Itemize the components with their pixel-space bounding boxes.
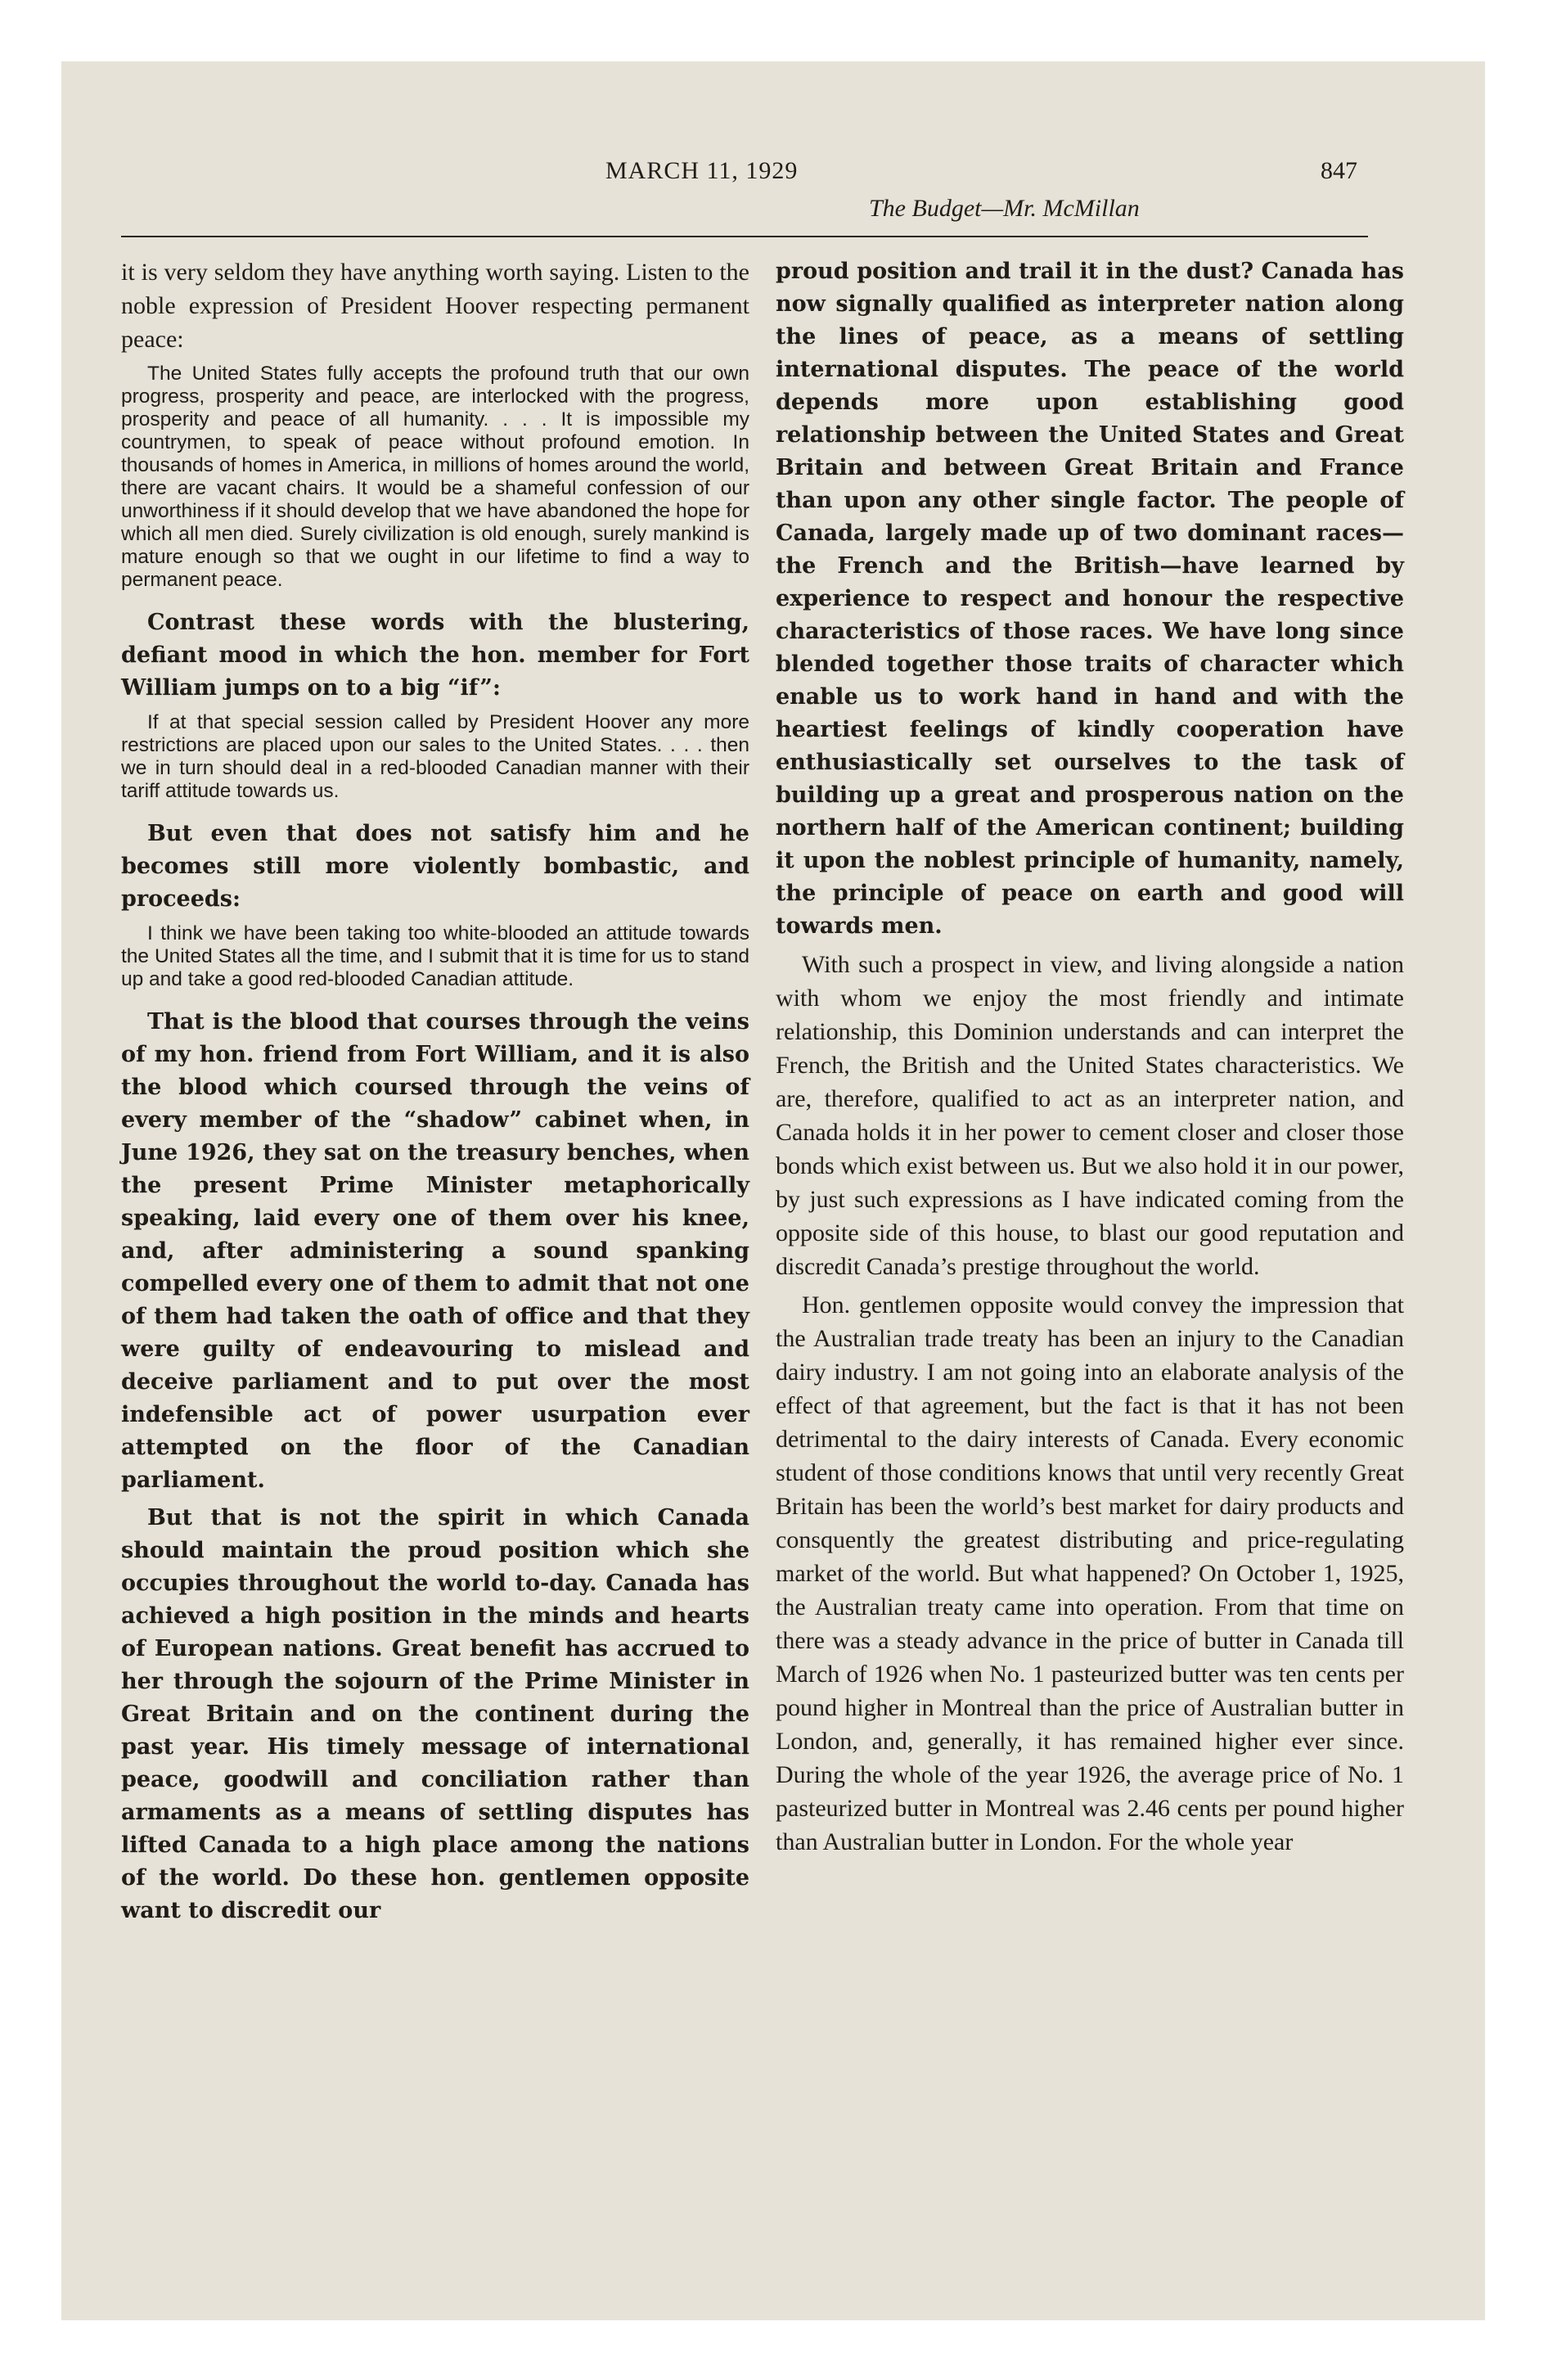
paragraph: Contrast these words with the blustering, defiant mood in which the hon. member for Fort William jumps on to a big “if”: <box>121 610 749 701</box>
block-quote: If at that special session called by President Hoover any more restrictions are placed upon our sales to the United States. . . . then we in turn should deal in a red-blooded Canadian manner with their tariff attitude towards us. <box>121 711 749 802</box>
block-quote: The United States fully accepts the profound truth that our own progress, prosperity and peace, are interlocked with the progress, prosperity and peace of all humanity. . . . It is impossible my countrymen, to speak of peace without profound emotion. In thousands of homes in America, in millions of homes around the world, there are vacant chairs. It would be a shameful confession of our unworthiness if it should develop that we have abandoned the hope for which all men died. Surely civilization is old enough, surely mankind is mature enough so that we ought in our lifetime to find a way to permanent peace. <box>121 363 749 591</box>
paragraph: But that is not the spirit in which Canada should maintain the proud position which she occupies throughout the world to-day. Canada has achieved a high position in the minds and hearts of European nations. Great benefit has accrued to her through the sojourn of the Prime Minister in Great Britain and on the continent during the past year. His timely message of international peace, goodwill and conciliation rather than armaments as a means of settling disputes has lifted Canada to a high place among the nations of the world. Do these hon. gentlemen opposite want to discredit our <box>121 1505 749 1923</box>
header-subtitle: The Budget—Mr. McMillan <box>869 195 1140 222</box>
paragraph: That is the blood that courses through the veins of my hon. friend from Fort William, and it is also the blood which coursed through the veins of every member of the “shadow” cabinet when, in June 1926, they sat on the treasury benches, when the present Prime Minister metaphorically speaking, laid every one of them over his knee, and, after administering a sound spanking compelled every one of them to admit that not one of them had taken the oath of office and that they were guilty of endeavouring to mislead and deceive parliament and to put over the most indefensible act of power usurpation ever attempted on the floor of the Canadian parliament. <box>121 1009 749 1493</box>
header-rule <box>121 236 1368 237</box>
left-column <box>121 255 749 1932</box>
block-quote: I think we have been taking too white-blooded an attitude towards the United States all the time, and I submit that it is time for us to stand up and take a good red-blooded Canadian attitude. <box>121 922 749 990</box>
paragraph: it is very seldom they have anything worth saying. Listen to the noble expression of President Hoover respecting permanent peace: <box>121 259 749 353</box>
page-number: 847 <box>1321 157 1357 184</box>
paragraph: proud position and trail it in the dust? Canada has now signally qualified as interpreter nation along the lines of peace, as a means of settling international disputes. The peace of the world depends more upon establishing good relationship between the United States and Great Britain and between Great Britain and France than upon any other single factor. The people of Canada, largely made up of two dominant races—the French and the British—have learned by experience to respect and honour the respective characteristics of those races. We have long since blended together those traits of character which enable us to work hand in hand and with the heartiest feelings of kindly cooperation have enthusiastically set ourselves to the task of building up a great and prosperous nation on the northern half of the American continent; building it upon the noblest principle of humanity, namely, the principle of peace on earth and good will towards men. <box>776 259 1404 939</box>
paragraph: But even that does not satisfy him and he becomes still more violently bombastic, and proceeds: <box>121 821 749 912</box>
header-date: MARCH 11, 1929 <box>605 157 799 184</box>
right-column <box>776 255 1404 1864</box>
paragraph: With such a prospect in view, and living alongside a nation with whom we enjoy the most friendly and intimate relationship, this Dominion understands and can interpret the French, the British and the United States characteristics. We are, therefore, qualified to act as an interpreter nation, and Canada holds it in her power to cement closer and closer those bonds which exist between us. But we also hold it in our power, by just such expressions as I have indicated coming from the opposite side of this house, to blast our good reputation and discredit Canada’s prestige throughout the world. <box>776 951 1404 1280</box>
paragraph: Hon. gentlemen opposite would convey the impression that the Australian trade treaty has been an injury to the Canadian dairy industry. I am not going into an elaborate analysis of the effect of that agreement, but the fact is that it has not been detrimental to the dairy interests of Canada. Every economic student of those conditions knows that until very recently Great Britain has been the world’s best market for dairy products and consquently the greatest distributing and price-regulating market of the world. But what happened? On October 1, 1925, the Australian treaty came into operation. From that time on there was a steady advance in the price of butter in Canada till March of 1926 when No. 1 pasteurized butter was ten cents per pound higher in Montreal than the price of Australian butter in London, and, generally, it has remained higher ever since. During the whole of the year 1926, the average price of No. 1 pasteurized butter in Montreal was 2.46 cents per pound higher than Australian butter in London. For the whole year <box>776 1291 1404 1855</box>
